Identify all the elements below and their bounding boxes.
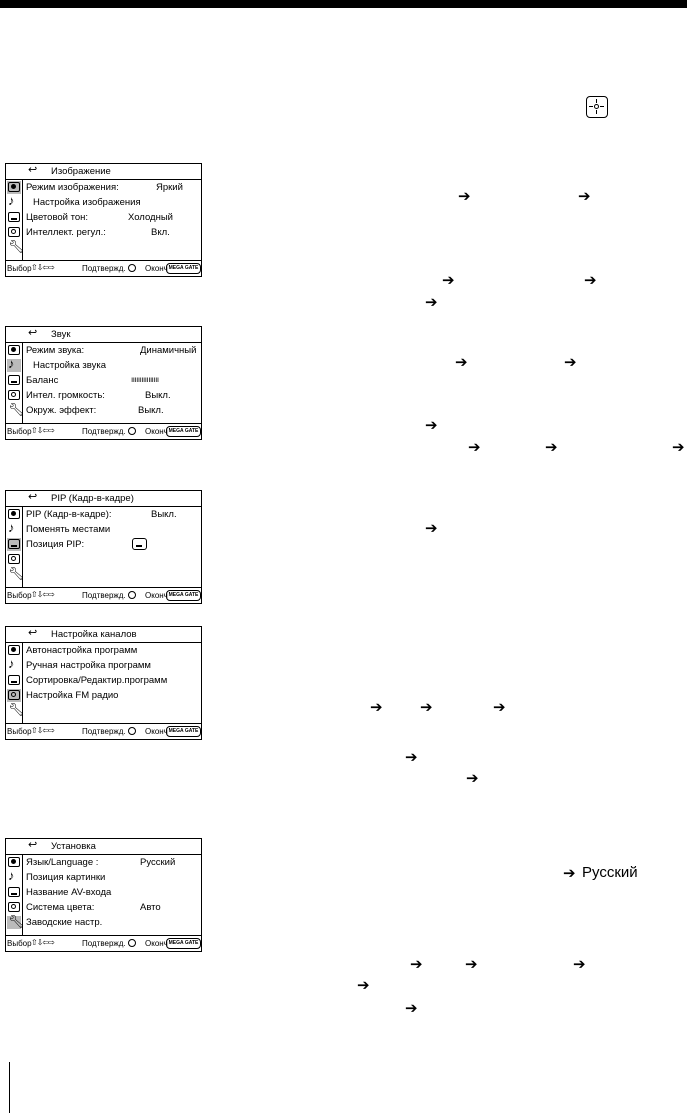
menu-item[interactable]: Позиция PIP: bbox=[26, 539, 85, 550]
confirm-button-icon bbox=[128, 427, 136, 435]
arrow-icon: ➔ bbox=[458, 188, 471, 205]
setup-wrench-icon[interactable]: 🔧︎ bbox=[8, 914, 25, 929]
footer-select-label: Выбор bbox=[7, 427, 32, 436]
arrow-icon: ➔ bbox=[425, 520, 438, 537]
pip-menu-icon[interactable] bbox=[7, 374, 21, 387]
menu-item[interactable]: Окруж. эффект: bbox=[26, 405, 97, 416]
menu-panel-sound bbox=[5, 326, 202, 440]
arrow-icon: ➔ bbox=[545, 439, 558, 456]
menu-panel-setup bbox=[5, 838, 202, 952]
arrow-icon: ➔ bbox=[465, 956, 478, 973]
channel-menu-icon[interactable] bbox=[7, 689, 21, 702]
channel-menu-icon[interactable] bbox=[7, 226, 21, 239]
panel-title-bar bbox=[6, 164, 201, 180]
menu-item-value: Яркий bbox=[156, 182, 183, 193]
menu-item[interactable]: Баланс bbox=[26, 375, 59, 386]
panel-title: Изображение bbox=[51, 166, 111, 177]
menu-item[interactable]: Интеллект. регул.: bbox=[26, 227, 106, 238]
menu-item[interactable]: Режим изображения: bbox=[26, 182, 119, 193]
footer-arrow-icons: ⇧⇩⇦⇨ bbox=[31, 938, 54, 947]
return-icon: ↩ bbox=[28, 491, 38, 503]
panel-footer bbox=[6, 935, 201, 952]
menu-panel-picture bbox=[5, 163, 202, 277]
pip-position-icon bbox=[132, 538, 147, 550]
menu-icon-column bbox=[6, 854, 25, 935]
menu-icon-column bbox=[6, 642, 25, 723]
footer-select-label: Выбор bbox=[7, 727, 32, 736]
footer-select-label: Выбор bbox=[7, 939, 32, 948]
menu-item[interactable]: Настройка изображения bbox=[33, 197, 141, 208]
return-icon: ↩ bbox=[28, 327, 38, 339]
footer-end-label: Оконч bbox=[145, 427, 168, 436]
menu-panel-pip bbox=[5, 490, 202, 604]
pip-menu-icon[interactable] bbox=[7, 538, 21, 551]
arrow-icon: ➔ bbox=[564, 354, 577, 371]
panel-content bbox=[22, 506, 201, 587]
menu-item-value: Русский bbox=[140, 857, 176, 868]
margin-line bbox=[9, 1062, 10, 1113]
footer-select-label: Выбор bbox=[7, 264, 32, 273]
confirm-button-icon bbox=[128, 264, 136, 272]
return-icon: ↩ bbox=[28, 627, 38, 639]
footer-end-label: Оконч bbox=[145, 591, 168, 600]
footer-arrow-icons: ⇧⇩⇦⇨ bbox=[31, 726, 54, 735]
panel-title-bar bbox=[6, 839, 201, 855]
panel-footer bbox=[6, 587, 201, 604]
setup-wrench-icon[interactable]: 🔧︎ bbox=[8, 702, 25, 717]
top-bar bbox=[0, 0, 687, 8]
footer-arrow-icons: ⇧⇩⇦⇨ bbox=[31, 590, 54, 599]
sound-menu-icon[interactable]: ♪ bbox=[8, 868, 15, 883]
footer-end-label: Оконч bbox=[145, 939, 168, 948]
footer-end-label: Оконч bbox=[145, 727, 168, 736]
sound-menu-icon[interactable]: ♪ bbox=[8, 520, 15, 535]
panel-content bbox=[22, 854, 201, 935]
arrow-icon: ➔ bbox=[357, 977, 370, 994]
ok-button-icon bbox=[586, 96, 608, 118]
arrow-icon: ➔ bbox=[405, 1000, 418, 1017]
sound-menu-icon[interactable]: ♪ bbox=[8, 193, 15, 208]
arrow-icon: ➔ bbox=[578, 188, 591, 205]
panel-footer bbox=[6, 423, 201, 440]
sound-menu-icon[interactable]: ♪ bbox=[8, 656, 15, 671]
balance-slider[interactable]: ıııııııııııııııı bbox=[131, 375, 159, 384]
menu-item[interactable]: Автонастройка программ bbox=[26, 645, 138, 656]
mega-gate-button: MEGA GATE bbox=[166, 938, 201, 949]
arrow-icon: ➔ bbox=[466, 770, 479, 787]
setup-wrench-icon[interactable]: 🔧︎ bbox=[8, 566, 25, 581]
return-icon: ↩ bbox=[28, 839, 38, 851]
menu-item[interactable]: Система цвета: bbox=[26, 902, 95, 913]
arrow-icon: ➔ bbox=[455, 354, 468, 371]
menu-item[interactable]: Позиция картинки bbox=[26, 872, 106, 883]
footer-end-label: Оконч bbox=[145, 264, 168, 273]
menu-item[interactable]: Настройка звука bbox=[33, 360, 106, 371]
menu-item[interactable]: Настройка FM радио bbox=[26, 690, 119, 701]
channel-menu-icon[interactable] bbox=[7, 901, 21, 914]
panel-title-bar bbox=[6, 491, 201, 507]
mega-gate-button: MEGA GATE bbox=[166, 263, 201, 274]
panel-footer bbox=[6, 723, 201, 740]
panel-title: Установка bbox=[51, 841, 96, 852]
footer-select-label: Выбор bbox=[7, 591, 32, 600]
panel-title-bar bbox=[6, 627, 201, 643]
panel-title-bar bbox=[6, 327, 201, 343]
footer-arrow-icons: ⇧⇩⇦⇨ bbox=[31, 426, 54, 435]
arrow-icon: ➔ bbox=[442, 272, 455, 289]
footer-confirm-label: Подтвержд. bbox=[82, 591, 126, 600]
menu-item[interactable]: Заводские настр. bbox=[26, 917, 103, 928]
menu-item[interactable]: Цветовой тон: bbox=[26, 212, 89, 223]
panel-title: Звук bbox=[51, 329, 71, 340]
mega-gate-button: MEGA GATE bbox=[166, 590, 201, 601]
mega-gate-button: MEGA GATE bbox=[166, 426, 201, 437]
menu-panel-channels bbox=[5, 626, 202, 740]
menu-icon-column bbox=[6, 506, 25, 587]
menu-item[interactable]: Название AV-входа bbox=[26, 887, 112, 898]
menu-item-value: Авто bbox=[140, 902, 161, 913]
footer-confirm-label: Подтвержд. bbox=[82, 727, 126, 736]
panel-footer bbox=[6, 260, 201, 277]
menu-item-value: Холодный bbox=[128, 212, 173, 223]
arrow-icon: ➔ bbox=[425, 294, 438, 311]
footer-confirm-label: Подтвержд. bbox=[82, 427, 126, 436]
arrow-icon: ➔ bbox=[405, 749, 418, 766]
menu-item[interactable]: Режим звука: bbox=[26, 345, 85, 356]
arrow-icon: ➔ bbox=[563, 865, 576, 882]
menu-icon-column bbox=[6, 342, 25, 423]
arrow-icon: ➔ bbox=[420, 699, 433, 716]
pip-menu-icon[interactable] bbox=[7, 674, 21, 687]
panel-content bbox=[22, 342, 201, 423]
pip-menu-icon[interactable] bbox=[7, 211, 21, 224]
confirm-button-icon bbox=[128, 939, 136, 947]
confirm-button-icon bbox=[128, 727, 136, 735]
language-value-text: Русский bbox=[582, 864, 638, 881]
menu-item[interactable]: Ручная настройка программ bbox=[26, 660, 151, 671]
panel-content bbox=[22, 179, 201, 260]
confirm-button-icon bbox=[128, 591, 136, 599]
menu-item[interactable]: Сортировка/Редактир.программ bbox=[26, 675, 168, 686]
pip-menu-icon[interactable] bbox=[7, 886, 21, 899]
menu-item-value: Выкл. bbox=[145, 390, 171, 401]
arrow-icon: ➔ bbox=[584, 272, 597, 289]
menu-item[interactable]: PIP (Кадр-в-кадре): bbox=[26, 509, 112, 520]
menu-icon-column bbox=[6, 179, 25, 260]
footer-confirm-label: Подтвержд. bbox=[82, 939, 126, 948]
arrow-icon: ➔ bbox=[493, 699, 506, 716]
menu-item[interactable]: Интел. громкость: bbox=[26, 390, 105, 401]
sound-menu-icon[interactable]: ♪ bbox=[7, 359, 21, 372]
footer-confirm-label: Подтвержд. bbox=[82, 264, 126, 273]
menu-item[interactable]: Язык/Language : bbox=[26, 857, 99, 868]
return-icon: ↩ bbox=[28, 164, 38, 176]
footer-arrow-icons: ⇧⇩⇦⇨ bbox=[31, 263, 54, 272]
arrow-icon: ➔ bbox=[573, 956, 586, 973]
arrow-icon: ➔ bbox=[672, 439, 685, 456]
channel-menu-icon[interactable] bbox=[7, 389, 21, 402]
setup-wrench-icon[interactable]: 🔧︎ bbox=[8, 402, 25, 417]
arrow-icon: ➔ bbox=[370, 699, 383, 716]
panel-title: Настройка каналов bbox=[51, 629, 137, 640]
menu-item-value: Динамичный bbox=[140, 345, 197, 356]
panel-content bbox=[22, 642, 201, 723]
arrow-icon: ➔ bbox=[468, 439, 481, 456]
setup-wrench-icon[interactable]: 🔧︎ bbox=[8, 239, 25, 254]
channel-menu-icon[interactable] bbox=[7, 553, 21, 566]
menu-item-value: Вкл. bbox=[151, 227, 170, 238]
menu-item[interactable]: Поменять местами bbox=[26, 524, 111, 535]
arrow-icon: ➔ bbox=[410, 956, 423, 973]
menu-item-value: Выкл. bbox=[138, 405, 164, 416]
menu-item-value: Выкл. bbox=[151, 509, 177, 520]
arrow-icon: ➔ bbox=[425, 417, 438, 434]
panel-title: PIP (Кадр-в-кадре) bbox=[51, 493, 134, 504]
mega-gate-button: MEGA GATE bbox=[166, 726, 201, 737]
